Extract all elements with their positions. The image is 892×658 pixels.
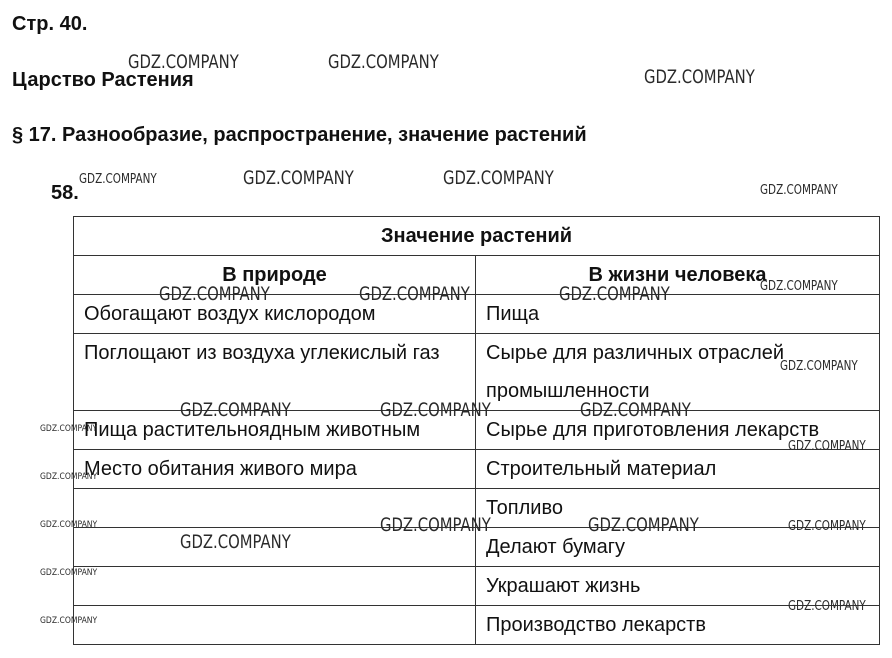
- watermark: GDZ.COMPANY: [580, 399, 691, 421]
- cell-nature: Поглощают из воздуха углекислый газ: [74, 334, 476, 411]
- watermark: GDZ.COMPANY: [79, 172, 157, 187]
- cell-human: Сырье для приготовления лекарств: [476, 411, 880, 450]
- cell-nature: Пища растительноядным животным: [74, 411, 476, 450]
- page-number: Стр. 40.: [12, 13, 88, 35]
- watermark: GDZ.COMPANY: [40, 568, 98, 578]
- watermark: GDZ.COMPANY: [788, 599, 866, 614]
- column-header-nature: В природе: [74, 256, 476, 295]
- watermark: GDZ.COMPANY: [328, 51, 439, 73]
- cell-human: Строительный материал: [476, 450, 880, 489]
- watermark: GDZ.COMPANY: [40, 520, 98, 530]
- watermark: GDZ.COMPANY: [380, 514, 491, 536]
- table-row: [74, 606, 880, 645]
- table-row: [74, 450, 880, 489]
- watermark: GDZ.COMPANY: [40, 424, 98, 434]
- watermark: GDZ.COMPANY: [588, 514, 699, 536]
- watermark: GDZ.COMPANY: [559, 283, 670, 305]
- cell-human: Производство лекарств: [476, 606, 880, 645]
- task-number: 58.: [51, 182, 79, 204]
- watermark: GDZ.COMPANY: [760, 279, 838, 294]
- watermark: GDZ.COMPANY: [128, 51, 239, 73]
- column-header-human: В жизни человека: [476, 256, 880, 295]
- cell-human: Украшают жизнь: [476, 567, 880, 606]
- plant-significance-table: [73, 216, 880, 645]
- cell-nature: Обогащают воздух кислородом: [74, 295, 476, 334]
- watermark: GDZ.COMPANY: [359, 283, 470, 305]
- cell-human: Делают бумагу: [476, 528, 880, 567]
- paragraph-title: § 17. Разнообразие, распространение, значение растений: [12, 124, 587, 146]
- watermark: GDZ.COMPANY: [788, 519, 866, 534]
- watermark: GDZ.COMPANY: [180, 531, 291, 553]
- section-title: Царство Растения: [12, 69, 194, 91]
- table-row: [74, 567, 880, 606]
- cell-nature: Место обитания живого мира: [74, 450, 476, 489]
- watermark: GDZ.COMPANY: [780, 359, 858, 374]
- cell-human: Пища: [476, 295, 880, 334]
- watermark: GDZ.COMPANY: [180, 399, 291, 421]
- watermark: GDZ.COMPANY: [644, 66, 755, 88]
- watermark: GDZ.COMPANY: [40, 472, 98, 482]
- watermark: GDZ.COMPANY: [788, 439, 866, 454]
- watermark: GDZ.COMPANY: [380, 399, 491, 421]
- watermark: GDZ.COMPANY: [243, 167, 354, 189]
- cell-nature: [74, 567, 476, 606]
- watermark: GDZ.COMPANY: [159, 283, 270, 305]
- cell-nature: [74, 606, 476, 645]
- watermark: GDZ.COMPANY: [760, 183, 838, 198]
- watermark: GDZ.COMPANY: [40, 616, 98, 626]
- cell-human: Сырье для различных отраслей промышленности: [476, 334, 880, 411]
- cell-human: Топливо: [476, 489, 880, 528]
- table-title: Значение растений: [74, 217, 880, 256]
- watermark: GDZ.COMPANY: [443, 167, 554, 189]
